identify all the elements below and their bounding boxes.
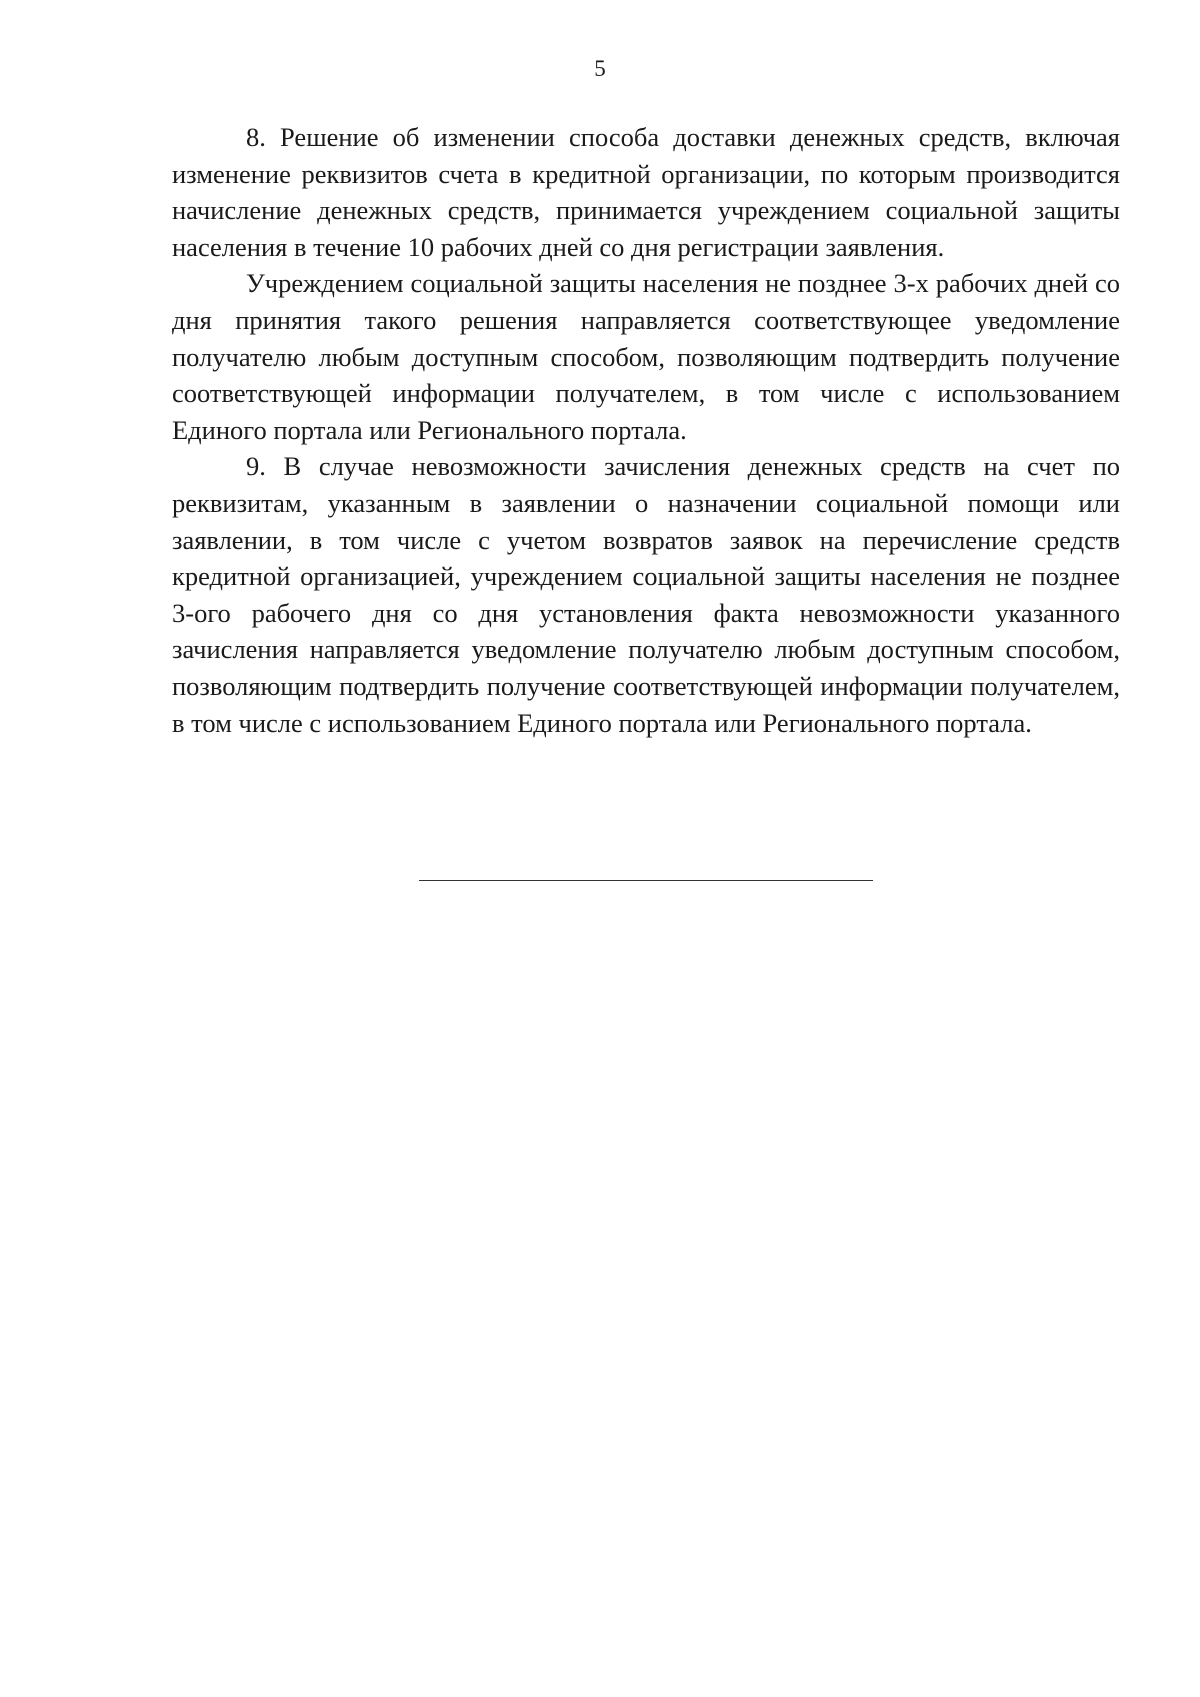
page-number: 5 bbox=[594, 56, 606, 81]
paragraph-8-notification: Учреждением социальной защиты населения не позднее 3-х рабочих дней со дня принятия такого решения направляется соответствующее уведомление получателю любым доступным способом, позволяющим подтвердить получение соответствующей информации получателем, в том числе с использованием Единого портала или Регионального портала. bbox=[172, 268, 1120, 445]
paragraph-9: 9. В случае невозможности зачисления денежных средств на счет по реквизитам, указанным в заявлении о назначении социальной помощи или заявлении, в том числе с учетом возвратов заявок на перечисление средств кредитной организацией, учреждением социальной защиты населения не позднее 3-ого рабочего дня со дня установления факта невозможности указанного зачисления направляется уведомление получателю любым доступным способом, позволяющим подтвердить получение соответствующей информации получателем, в том числе с использованием Единого портала или Регионального портала. bbox=[172, 451, 1120, 738]
paragraph-8: 8. Решение об изменении способа доставки денежных средств, включая изменение реквизитов счета в кредитной организации, по которым производится начисление денежных средств, принимается учреждением социальной защиты населения в течение 10 рабочих дней со дня регистрации заявления. bbox=[172, 122, 1120, 262]
end-separator-line bbox=[419, 880, 873, 881]
document-body bbox=[172, 119, 1120, 741]
